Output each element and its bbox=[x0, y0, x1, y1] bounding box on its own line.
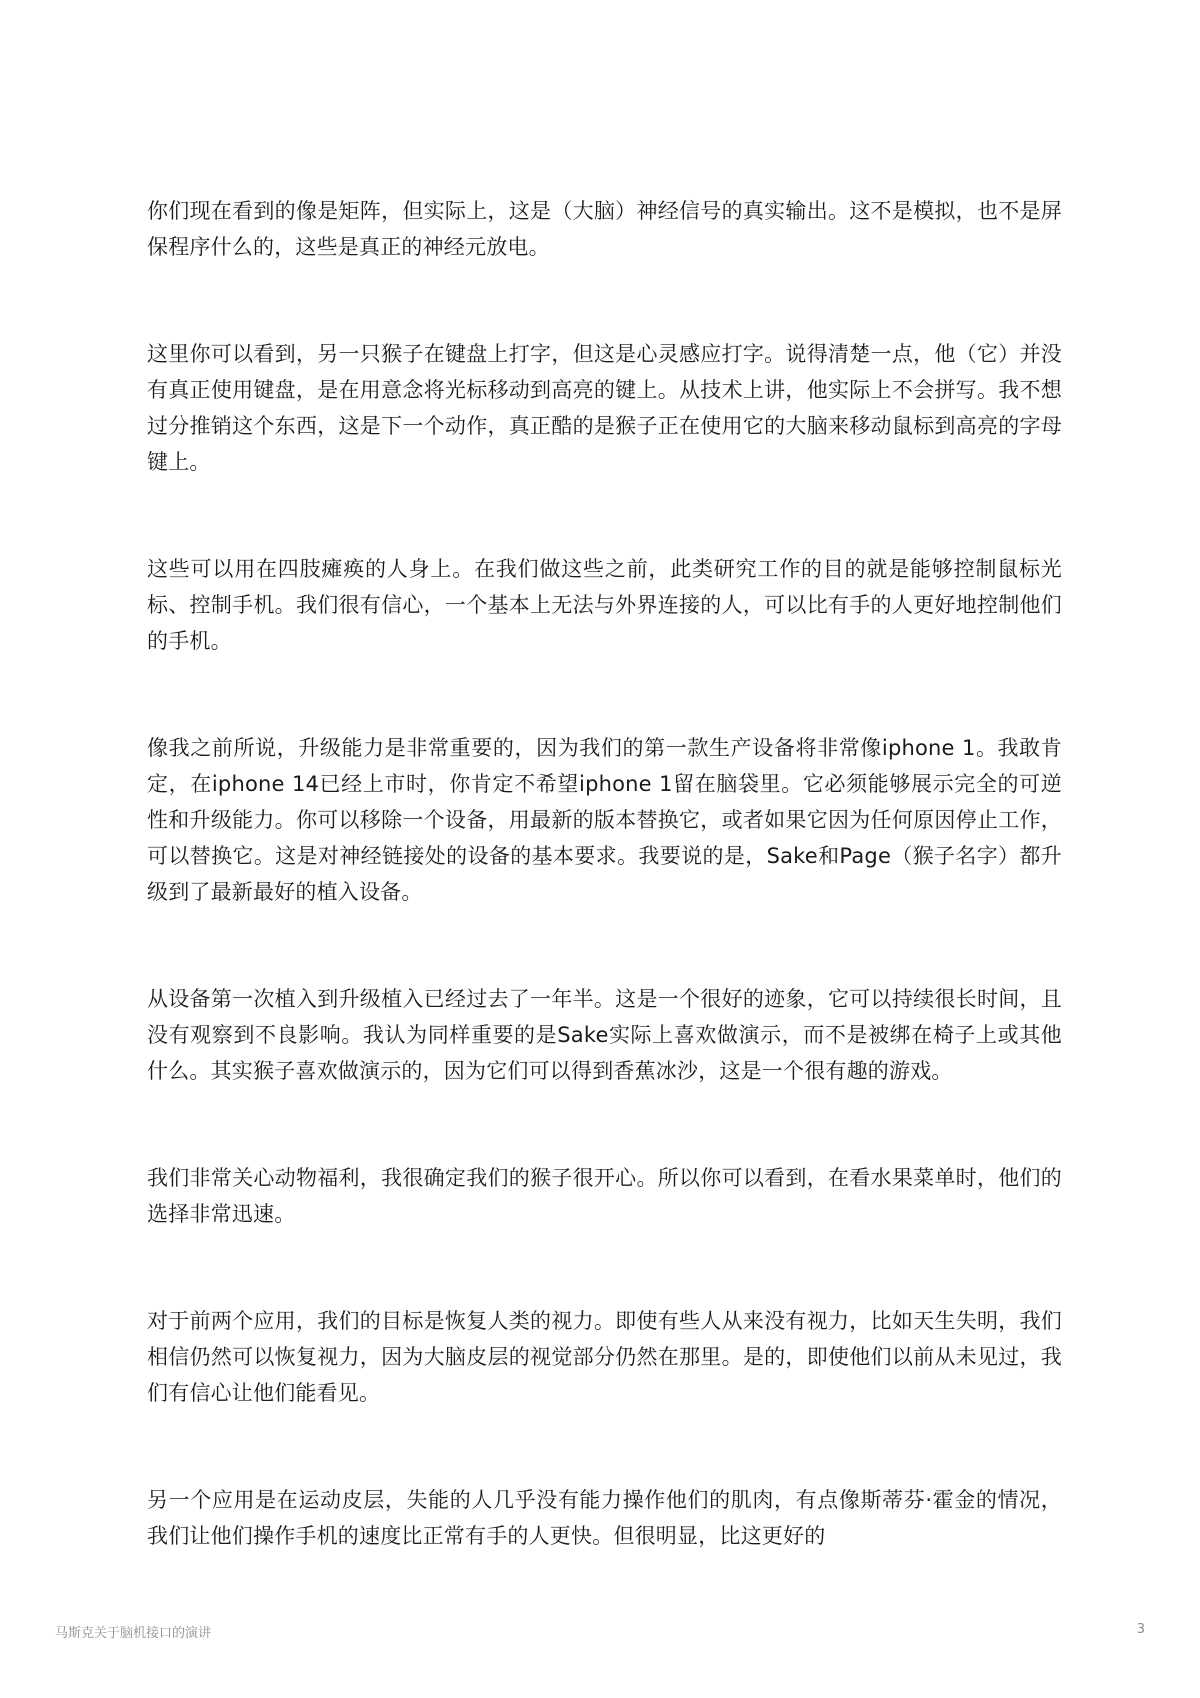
document-body bbox=[147, 193, 1062, 1625]
footer-document-title: 马斯克关于脑机接口的演讲 bbox=[55, 1626, 212, 1641]
paragraph-2: 这里你可以看到，另一只猴子在键盘上打字，但这是心灵感应打字。说得清楚一点，他（它）并没有真正使用键盘，是在用意念将光标移动到高亮的键上。从技术上讲，他实际上不会拼写。我不想过分推销这个东西，这是下一个动作，真正酷的是猴子正在使用它的大脑来移动鼠标到高亮的字母键上。 bbox=[147, 342, 1062, 474]
page-number: 3 bbox=[1136, 1622, 1145, 1637]
paragraph-6: 我们非常关心动物福利，我很确定我们的猴子很开心。所以你可以看到，在看水果菜单时，他们的选择非常迅速。 bbox=[147, 1166, 1062, 1226]
paragraph-4: 像我之前所说，升级能力是非常重要的，因为我们的第一款生产设备将非常像iphone 1。我敢肯定，在iphone 14已经上市时，你肯定不希望iphone 1留在脑袋里。它必须能够展示完全的可逆性和升级能力。你可以移除一个设备，用最新的版本替换它，或者如果它因为任何原因停止工作，可以替换它。这是对神经链接处的设备的基本要求。我要说的是，Sake和Page（猴子名字）都升级到了最新最好的植入设备。 bbox=[147, 736, 1062, 904]
paragraph-3: 这些可以用在四肢瘫痪的人身上。在我们做这些之前，此类研究工作的目的就是能够控制鼠标光标、控制手机。我们很有信心，一个基本上无法与外界连接的人，可以比有手的人更好地控制他们的手机。 bbox=[147, 557, 1062, 653]
page-footer bbox=[55, 1622, 1145, 1641]
paragraph-5: 从设备第一次植入到升级植入已经过去了一年半。这是一个很好的迹象，它可以持续很长时间，且没有观察到不良影响。我认为同样重要的是Sake实际上喜欢做演示，而不是被绑在椅子上或其他什么。其实猴子喜欢做演示的，因为它们可以得到香蕉冰沙，这是一个很有趣的游戏。 bbox=[147, 987, 1062, 1083]
paragraph-8: 另一个应用是在运动皮层，失能的人几乎没有能力操作他们的肌肉，有点像斯蒂芬·霍金的情况，我们让他们操作手机的速度比正常有手的人更快。但很明显，比这更好的 bbox=[147, 1488, 1062, 1548]
paragraph-7: 对于前两个应用，我们的目标是恢复人类的视力。即使有些人从来没有视力，比如天生失明，我们相信仍然可以恢复视力，因为大脑皮层的视觉部分仍然在那里。是的，即使他们以前从未见过，我们有信心让他们能看见。 bbox=[147, 1309, 1062, 1405]
paragraph-1: 你们现在看到的像是矩阵，但实际上，这是（大脑）神经信号的真实输出。这不是模拟，也不是屏保程序什么的，这些是真正的神经元放电。 bbox=[147, 199, 1062, 259]
